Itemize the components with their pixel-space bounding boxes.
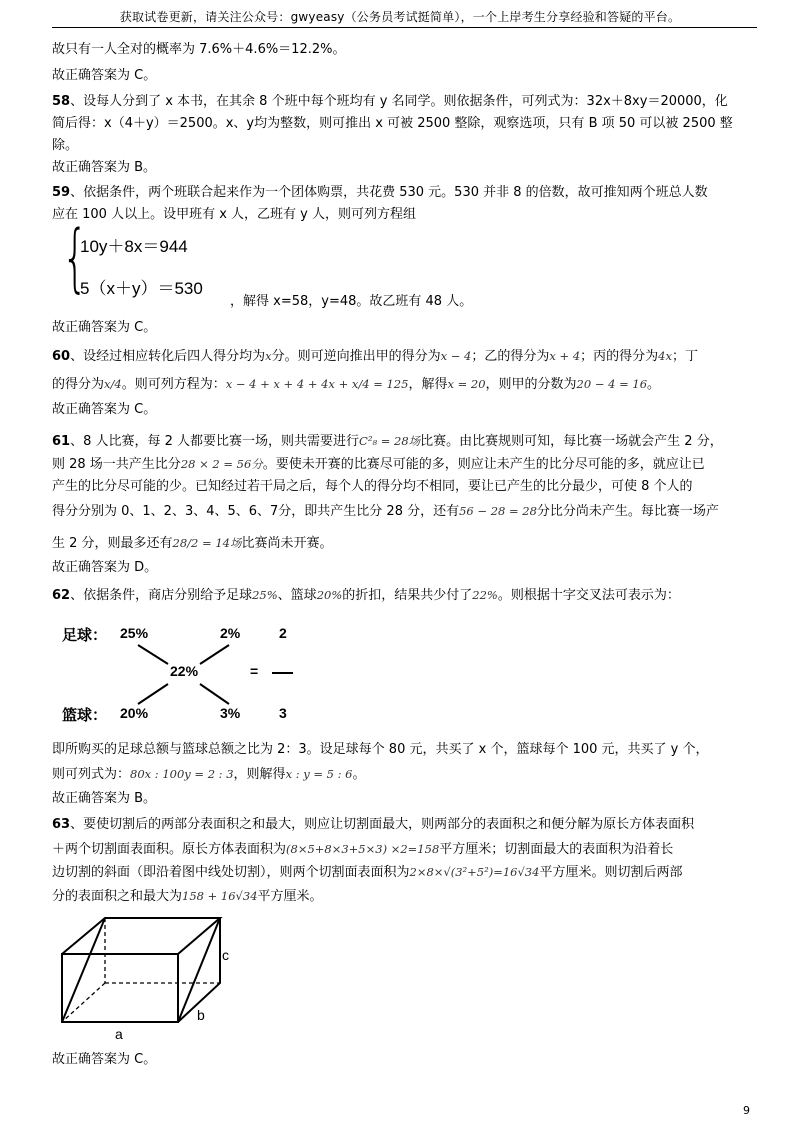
text-segment: 。	[647, 377, 661, 392]
text-segment: ，则甲的分数为	[485, 377, 577, 392]
text-line: 故只有一人全对的概率为 7.6%＋4.6%＝12.2%。	[52, 42, 346, 57]
text-line: 产生的比分尽可能的少。已知经过若干局之后，每个人的得分均不相同，要让已产生的比分最少，可使 8 个人的	[52, 479, 693, 494]
question-number: 58	[52, 94, 71, 109]
cuboid-front-face	[62, 954, 178, 1022]
cuboid-figure	[50, 915, 250, 1045]
question-text: 、设经过相应转化后四人得分均为	[70, 349, 266, 364]
math-expression: x = 20	[447, 377, 486, 391]
brace-icon: {	[62, 215, 88, 301]
question-number: 61	[52, 434, 71, 449]
text-segment: 。则可列方程为：	[121, 377, 226, 392]
text-segment: ＋两个切割面表面积。原长方体表面积为	[52, 842, 287, 857]
answer-line: 故正确答案为 C。	[52, 1052, 157, 1067]
text-segment: ，则解得	[233, 767, 286, 782]
cross-line-1	[138, 645, 168, 664]
math-expression: 158 + 16√34	[182, 889, 258, 903]
football-rate: 25%	[120, 625, 149, 641]
math-expression: x − 4	[440, 349, 472, 363]
ratio-bottom: 3	[279, 705, 287, 721]
math-expression: 56 − 28 = 28	[459, 504, 537, 518]
math-expression: 28/2 = 14场	[172, 536, 242, 550]
text-segment: 则可列式为：	[52, 767, 131, 782]
text-segment: 的折扣，结果共少付了	[342, 588, 473, 603]
text-segment: ；丁	[671, 349, 698, 364]
cut-line-left	[62, 918, 105, 1022]
equation-1: 10y＋8x＝944	[80, 237, 188, 256]
answer-line: 故正确答案为 C。	[52, 68, 157, 83]
text-line	[52, 839, 673, 860]
cross-line-3	[138, 684, 168, 704]
text-segment: 分。则可逆向推出甲的得分为	[271, 349, 441, 364]
answer-line: 故正确答案为 B。	[52, 791, 157, 806]
basketball-rate: 20%	[120, 705, 149, 721]
question-text: 、依据条件，两个班联合起来作为一个团体购票，共花费 530 元。530 并非 8 的倍数，故可推知两个班总人数	[70, 185, 708, 200]
basketball-label: 篮球：	[62, 707, 108, 724]
text-segment: 生 2 分，则最多还有	[52, 536, 173, 551]
math-expression: C²₈ = 28场	[359, 434, 421, 448]
math-expression: (8×5+8×3+5×3) ×2=158	[286, 842, 440, 856]
question-number: 59	[52, 185, 71, 200]
question-number: 62	[52, 588, 71, 603]
equals-sign: =	[250, 663, 259, 679]
text-segment: 则 28 场一共产生比分	[52, 457, 181, 472]
math-expression: 20 − 4 = 16	[576, 377, 648, 391]
text-segment: ，解得	[408, 377, 448, 392]
text-segment: 边切割的斜面（即沿着图中线处切割），则两个切割面表面积为	[52, 865, 410, 880]
text-line: 除。	[52, 138, 79, 153]
label-a: a	[115, 1026, 123, 1042]
text-line	[52, 886, 323, 907]
text-segment: 得分分别为 0、1、2、3、4、5、6、7分，即共产生比分 28 分，还有	[52, 504, 460, 519]
question-text: 、要使切割后的两部分表面积之和最大，则应让切割面最大，则两部分的表面积之和便分解为原长方体表面积	[70, 817, 695, 832]
equation-2: 5（x＋y）＝530	[80, 279, 203, 298]
text-segment: 平方厘米；切割面最大的表面积为沿着长	[439, 842, 674, 857]
diff-bottom: 3%	[220, 705, 241, 721]
text-segment: 。	[352, 767, 366, 782]
text-line: 即所购买的足球总额与篮球总额之比为 2：3。设足球每个 80 元，共买了 x 个，篮球每个 100 元，共买了 y 个，	[52, 742, 709, 757]
page-number: 9	[743, 1104, 750, 1117]
text-segment: 。要使未开赛的比赛尽可能的多，则应让未产生的比分尽可能的多，就应让已	[262, 457, 705, 472]
math-expression: 25%	[252, 588, 278, 602]
math-expression: x/4	[104, 377, 122, 391]
text-segment: 、篮球	[277, 588, 317, 603]
page-header: 获取试卷更新，请关注公众号：gwyeasy（公务员考试挺简单），一个上岸考生分享经验和答疑的平台。	[119, 10, 681, 24]
question-text: 、设每人分到了 x 本书，在其余 8 个班中每个班均有 y 名同学。则依据条件，可列式为：32x＋8xy＝20000，化	[70, 94, 728, 109]
math-expression: 22%	[472, 588, 498, 602]
text-segment: 分的表面积之和最大为	[52, 889, 183, 904]
cross-line-2	[200, 645, 229, 664]
text-line: 应在 100 人以上。设甲班有 x 人，乙班有 y 人，则可列方程组	[52, 207, 416, 222]
text-segment: 平方厘米。	[257, 889, 323, 904]
text-segment: 比赛尚未开赛。	[241, 536, 333, 551]
math-expression: x : y = 5 : 6	[285, 767, 353, 781]
ratio-top: 2	[279, 625, 287, 641]
question-text: 、8 人比赛，每 2 人都要比赛一场，则共需要进行	[70, 434, 360, 449]
answer-line: 故正确答案为 B。	[52, 160, 157, 175]
math-expression: x	[265, 349, 272, 363]
question-text: 、依据条件，商店分别给予足球	[70, 588, 253, 603]
answer-line: 故正确答案为 D。	[52, 560, 158, 575]
answer-line: 故正确答案为 C。	[52, 320, 157, 335]
question-number: 63	[52, 817, 71, 832]
text-segment: 平方厘米。则切割后两部	[539, 865, 683, 880]
math-expression: 20%	[316, 588, 343, 602]
text-segment: 。则根据十字交叉法可表示为：	[497, 588, 680, 603]
text-segment: ；乙的得分为	[471, 349, 550, 364]
football-label: 足球：	[62, 627, 108, 644]
text-segment: ；丙的得分为	[580, 349, 659, 364]
question-63-line-1	[52, 815, 694, 835]
cuboid-top-face	[62, 918, 220, 954]
text-line	[52, 862, 682, 883]
text-segment: 比赛。由比赛规则可知，每比赛一场就会产生 2 分，	[420, 434, 723, 449]
math-expression: 28 × 2 = 56分	[180, 457, 263, 471]
diff-top: 2%	[220, 625, 241, 641]
text-line: ，解得 x=58，y=48。故乙班有 48 人。	[230, 294, 473, 309]
math-expression: 4x	[658, 349, 672, 363]
math-expression: x + 4	[549, 349, 581, 363]
text-segment: 分比分尚未产生。每比赛一场产	[536, 504, 719, 519]
math-expression: 2×8×√(3²+5²)=16√34	[409, 865, 540, 879]
label-c: c	[222, 947, 229, 963]
answer-line: 故正确答案为 C。	[52, 402, 157, 417]
math-expression: 80x : 100y = 2 : 3	[130, 767, 234, 781]
cross-line-4	[200, 684, 229, 704]
text-line: 简后得：x（4＋y）＝2500。x、y均为整数，则可推出 x 可被 2500 整除，观察选项，只有 B 项 50 可以被 2500 整	[52, 116, 733, 131]
mix-rate: 22%	[170, 663, 199, 679]
hidden-edge-depth	[62, 983, 105, 1022]
text-line	[52, 764, 366, 785]
math-expression: x − 4 + x + 4 + 4x + x/4 = 125	[225, 377, 409, 391]
text-segment: 的得分为	[52, 377, 105, 392]
question-number: 60	[52, 349, 71, 364]
label-b: b	[197, 1007, 205, 1023]
